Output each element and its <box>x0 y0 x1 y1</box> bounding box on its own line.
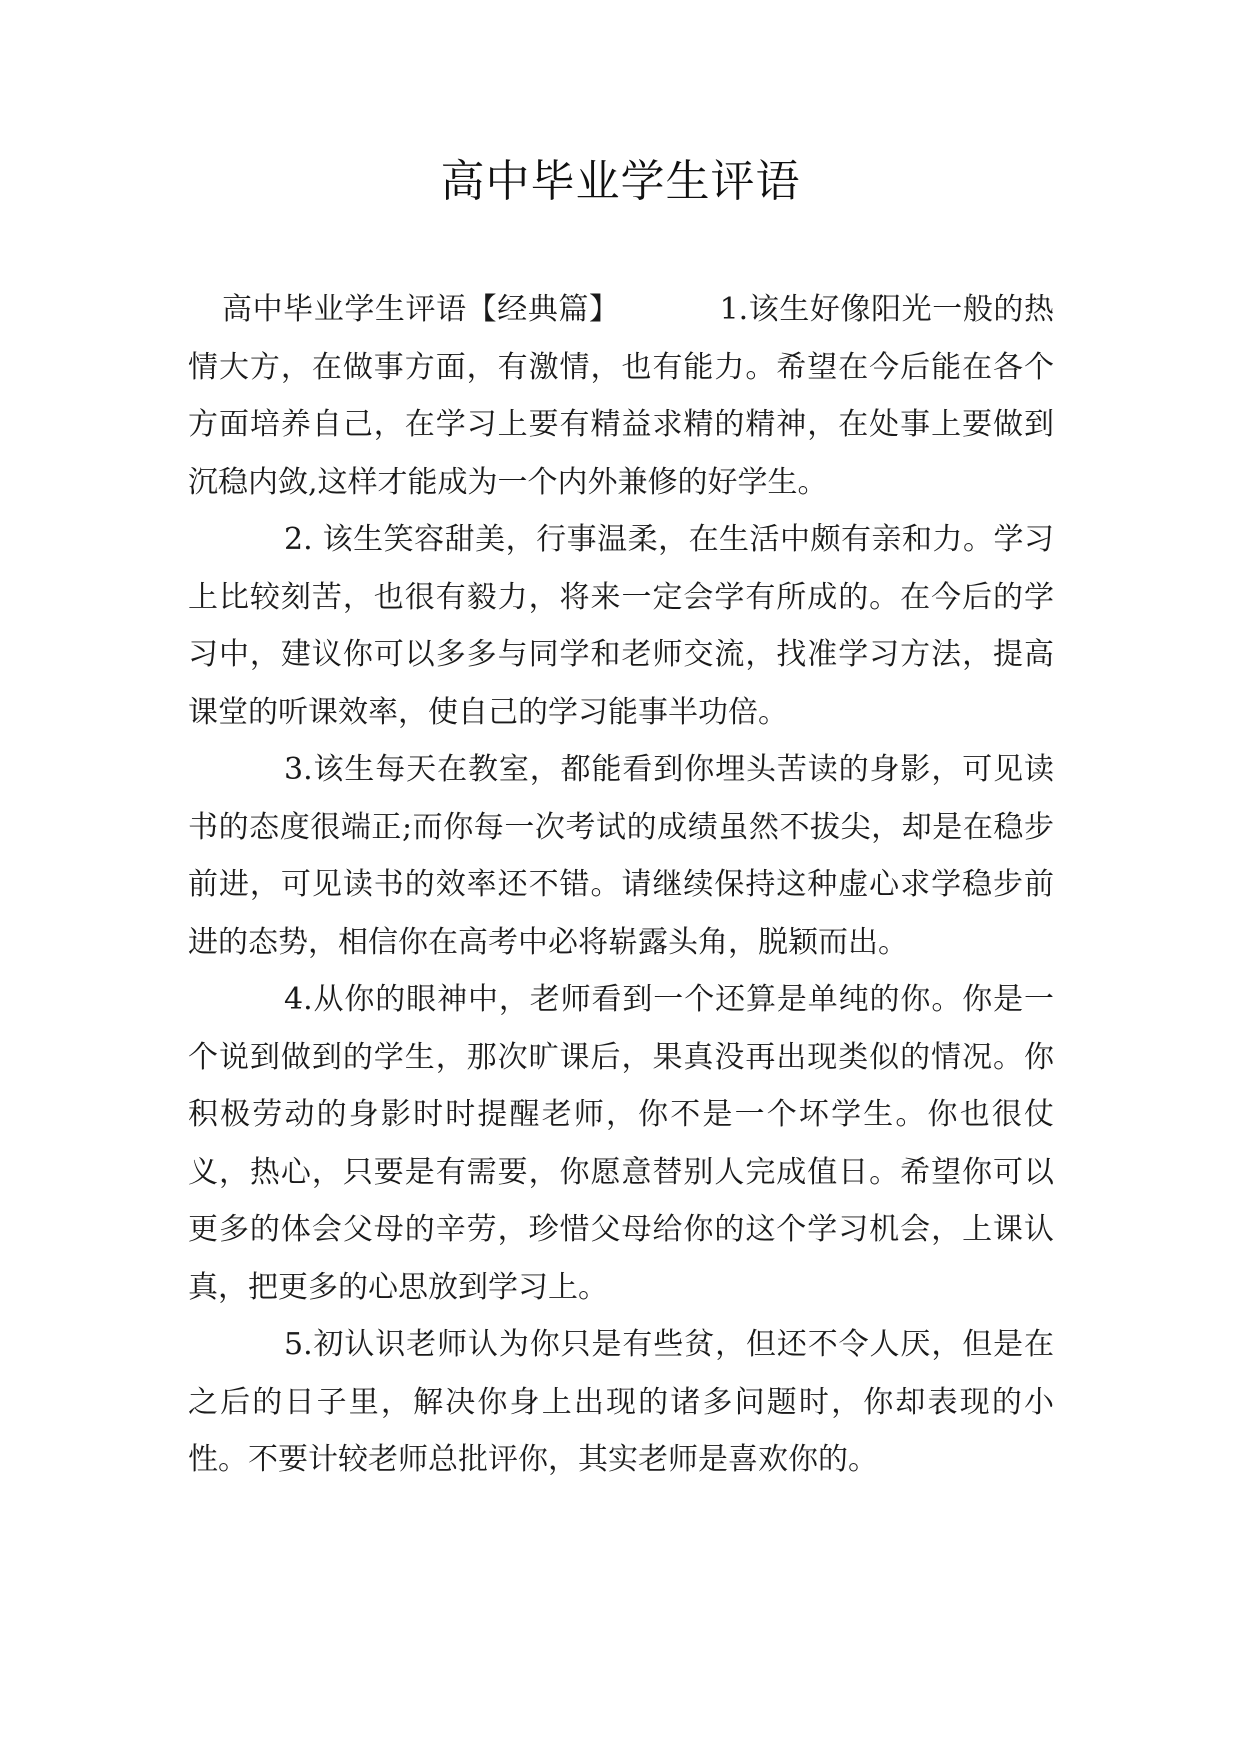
intro-heading: 高中毕业学生评语【经典篇】 <box>222 292 620 327</box>
paragraph-4: 4.从你的眼神中，老师看到一个还算是单纯的你。你是一个说到做到的学生，那次旷课后，果真没再出现类似的情况。你积极劳动的身影时时提醒老师，你不是一个坏学生。你也很仗义，热心，只要是有需要，你愿意替别人完成值日。希望你可以更多的体会父母的辛劳，珍惜父母给你的这个学习机会，上课认真，把更多的心思放到学习上。 <box>188 982 1054 1305</box>
paragraph-2: 2. 该生笑容甜美，行事温柔，在生活中颇有亲和力。学习上比较刻苦，也很有毅力，将来一定会学有所成的。在今后的学习中，建议你可以多多与同学和老师交流，找准学习方法，提高课堂的听课效率，使自己的学习能事半功倍。 <box>188 522 1054 730</box>
paragraph-3: 3.该生每天在教室，都能看到你埋头苦读的身影，可见读书的态度很端正;而你每一次考试的成绩虽然不拔尖，却是在稳步前进，可见读书的效率还不错。请继续保持这种虚心求学稳步前进的态势，相信你在高考中必将崭露头角，脱颖而出。 <box>188 752 1054 960</box>
document-title: 高中毕业学生评语 <box>440 156 801 207</box>
paragraph-1 <box>188 281 1054 511</box>
document-body <box>188 281 1054 1489</box>
paragraph-text: 1.该生好像阳光一般的热情大方，在做事方面，有激情，也有能力。希望在今后能在各个方面培养自己，在学习上要有精益求精的精神，在处事上要做到沉稳内敛,这样才能成为一个内外兼修的好学生。 <box>188 292 1055 500</box>
paragraph-5: 5.初认识老师认为你只是有些贫，但还不令人厌，但是在之后的日子里，解决你身上出现的诸多问题时，你却表现的小性。不要计较老师总批评你，其实老师是喜欢你的。 <box>188 1327 1054 1477</box>
